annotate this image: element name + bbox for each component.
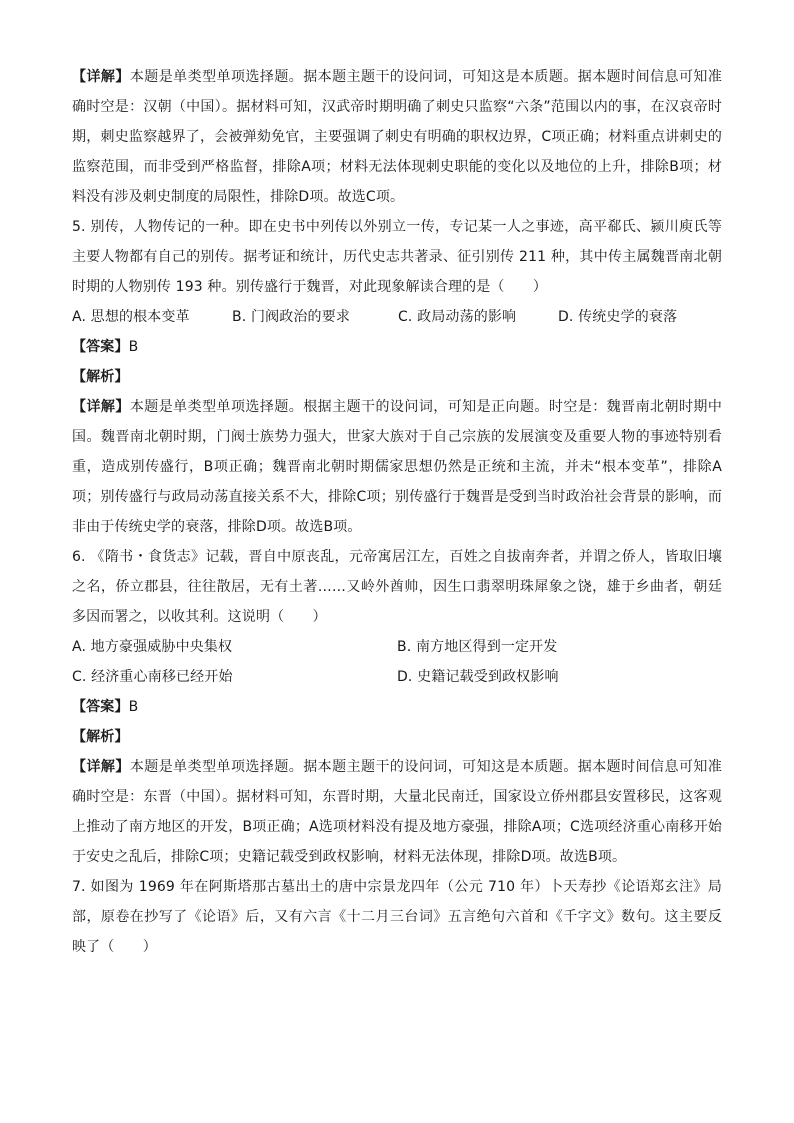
q7-stem: 7. 如图为 1969 年在阿斯塔那古墓出土的唐中宗景龙四年（公元 710 年）卜天寿抄《论语郑玄注》局部，原卷在抄写了《论语》后，又有六言《十二月三台词》五言绝句六首和《千字文》数句。这主要反映了（ ）	[72, 879, 722, 955]
explanation-tag: 【详解】	[72, 759, 130, 775]
q6-explanation	[72, 752, 722, 872]
q6-option-c: C. 经济重心南移已经开始	[72, 669, 233, 685]
analysis-tag: 【解析】	[72, 369, 129, 385]
q6-option-b: B. 南方地区得到一定开发	[397, 639, 558, 655]
q5-analysis-heading	[72, 362, 722, 392]
q5-option-a: A. 思想的根本变革	[72, 309, 190, 325]
q5-stem: 5. 别传，人物传记的一种。即在史书中列传以外别立一传，专记某一人之事迹，高平郗氏、颍川庾氏等主要人物都有自己的别传。据考证和统计，历代史志共著录、征引别传 211 种，其中传主属魏晋南北朝时期的人物别传 193 种。别传盛行于魏晋，对此现象解读合理的是（ ）	[72, 219, 722, 295]
q5-explanation	[72, 392, 722, 542]
answer-value: B	[128, 699, 139, 715]
q5-option-d: D. 传统史学的衰落	[558, 309, 678, 325]
q5-options	[72, 302, 722, 332]
q6-analysis-heading	[72, 722, 722, 752]
explanation-text: 本题是单类型单项选择题。据本题主题干的设问词，可知这是本质题。据本题时间信息可知准确时空是：东晋（中国）。据材料可知，东晋时期，大量北民南迁，国家设立侨州郡县安置移民，这客观上推动了南方地区的开发，B项正确；A选项材料没有提及地方豪强，排除A项；C选项经济重心南移开始于安史之乱后，排除C项；史籍记载受到政权影响，材料无法体现，排除D项。故选B项。	[72, 759, 722, 865]
document-page	[72, 62, 722, 962]
q5-option-c: C. 政局动荡的影响	[398, 309, 517, 325]
analysis-tag: 【解析】	[72, 729, 129, 745]
answer-value: B	[128, 339, 139, 355]
q6-answer	[72, 692, 722, 722]
q6-option-a: A. 地方豪强威胁中央集权	[72, 639, 233, 655]
q6-options	[72, 632, 722, 692]
answer-tag: 【答案】	[72, 339, 129, 355]
explanation-tag: 【详解】	[72, 399, 130, 415]
explanation-text: 本题是单类型单项选择题。根据主题干的设问词，可知是正向题。时空是：魏晋南北朝时期中国。魏晋南北朝时期，门阀士族势力强大，世家大族对于自己宗族的发展演变及重要人物的事迹特别看重，造成别传盛行，B项正确；魏晋南北朝时期儒家思想仍然是正统和主流，并未“根本变革”，排除A项；别传盛行与政局动荡直接关系不大，排除C项；别传盛行于魏晋是受到当时政治社会背景的影响，而非由于传统史学的衰落，排除D项。故选B项。	[72, 399, 722, 535]
q5-answer	[72, 332, 722, 362]
q4-explanation	[72, 62, 722, 212]
q6-option-d: D. 史籍记载受到政权影响	[397, 669, 559, 685]
explanation-tag: 【详解】	[72, 69, 130, 85]
q5-option-b: B. 门阀政治的要求	[232, 309, 351, 325]
explanation-text: 本题是单类型单项选择题。据本题主题干的设问词，可知这是本质题。据本题时间信息可知准确时空是：汉朝（中国）。据材料可知，汉武帝时期明确了刺史只监察“六条”范围以内的事，在汉哀帝时期，刺史监察越界了，会被弹劾免官，主要强调了刺史有明确的职权边界，C项正确；材料重点讲刺史的监察范围，而非受到严格监督，排除A项；材料无法体现刺史职能的变化以及地位的上升，排除B项；材料没有涉及刺史制度的局限性，排除D项。故选C项。	[72, 69, 722, 205]
answer-tag: 【答案】	[72, 699, 129, 715]
q6-stem: 6. 《隋书・食货志》记载，晋自中原丧乱，元帝寓居江左，百姓之自拔南奔者，并谓之侨人，皆取旧壤之名，侨立郡县，往往散居，无有土著……又岭外酋帅，因生口翡翠明珠犀象之饶，雄于乡曲者，朝廷多因而署之，以收其利。这说明（ ）	[72, 549, 722, 625]
